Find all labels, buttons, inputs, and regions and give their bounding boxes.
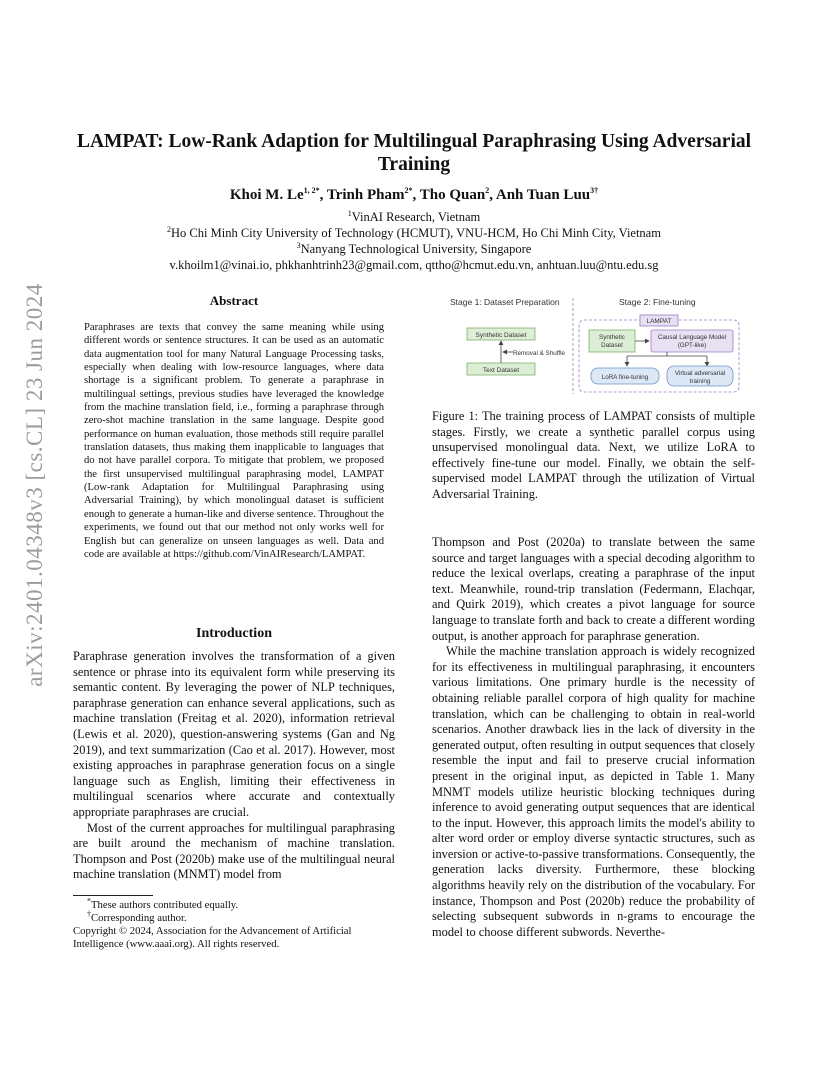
removal-shuffle-label: Removal & Shuffle (513, 350, 566, 357)
paragraph: Most of the current approaches for multilingual paraphrasing are built around the mechanism of machine translation. Thompson and Post (2020b) make use of the multilingual neural machine translation (MNMT) model from (73, 820, 395, 882)
author-list: Khoi M. $Le^{1, 2*}$, Trinh Pham$^{2*}$, Tho Quan$^2$, Anh Tuan Luu$^{3\dagger}$ (229, 186, 599, 203)
arxiv-identifier: arXiv:2401.04348v3 [cs.CL] 23 Jun 2024 (22, 283, 47, 687)
author-name: Anh Tuan Luu (495, 187, 591, 203)
affiliation-line (60, 241, 768, 257)
introduction-heading: Introduction (196, 626, 272, 641)
author-mark: 1, 2* (303, 186, 320, 195)
figure-1-diagram (437, 290, 753, 402)
affiliation-mark: 3 (296, 240, 301, 250)
arxiv-sidebar (10, 283, 60, 687)
footnote-rule (73, 895, 153, 896)
author-name: Trinh Pham (326, 187, 405, 203)
introduction-body (73, 649, 395, 883)
abstract-text: Paraphrases are texts that convey the same meaning while using different words or sentence structures. It can be used as an automatic data augmentation tool for many Natural Language Processing tasks, especially when dealing with low-resource languages, where data shortage is a significant problem. To generate a paraphrase in multilingual settings, previous studies have leveraged the knowledge from the machine translation field, i.e., forming a paraphrase through zero-shot machine translation in the same language. Despite good performance on human evaluation, those methods still require parallel translation datasets, thus making them inapplicable to languages that do not have parallel corpora. To mitigate that problem, we proposed the first unsupervised multilingual paraphrasing model, LAMPAT (Low-rank Adaptation for Multilingual Paraphrasing using Adversarial Training), by which monolingual dataset is sufficient enough to generate a human-like and diverse sentence. Throughout the experiments, we found out that our method not only works well for English but can generalize on unseen languages as well. Data and code are available at https://github.com/VinAIResearch/LAMPAT. (84, 322, 384, 560)
stage1-label: Stage 1: Dataset Preparation (450, 297, 560, 307)
abstract-heading: Abstract (209, 293, 259, 308)
author-name: Khoi M. Le (229, 187, 304, 203)
affiliation-line (60, 209, 768, 225)
author-mark: 3† (590, 186, 599, 195)
right-column-body (432, 535, 755, 940)
figure-1-caption (432, 409, 755, 503)
footnotes (73, 896, 395, 951)
lampat-label: LAMPAT (646, 318, 672, 325)
paragraph: Paraphrase generation involves the transformation of a given sentence or phrase into its equivalent form while preserving its semantic content. By leveraging the power of NLP techniques, paraphrase generation can enhance several applications, such as machine translation (Freitag et al. 2020), information retrieval (Lewis et al. 2020), question-answering systems (Gan and Ng 2019), and text summarization (Cao et al. 2017). However, most existing approaches in paraphrase generation focus on a single language such as English, limiting their effectiveness in multilingual scenarios where accurate and contextually appropriate paraphrases are crucial. (73, 649, 395, 819)
paragraph: Thompson and Post (2020a) to translate between the same source and target languages with a special decoding algorithm to reduce the lexical overlaps, creating a paraphrase of the input text. Meanwhile, round-trip translation (Federmann, Elachqar, and Quirk 2019), which creates a pivot language for source language to translate forth and back to create a different wording output, is another approach for paraphrase generation. (432, 535, 755, 643)
author-mark: 2 (485, 186, 490, 195)
footnote-mark: † (87, 909, 91, 919)
synthetic-input-label: Synthetic (599, 334, 625, 341)
causal-lm-label: (GPT-like) (677, 342, 707, 349)
footnote-text: These authors contributed equally. (91, 899, 239, 911)
text-dataset-label: Text Dataset (482, 367, 520, 374)
vat-label: training (689, 378, 711, 385)
caption-text: Figure 1: The training process of LAMPAT consists of multiple stages. Firstly, we create a synthetic parallel corpus using unsupervised monolingual data. Next, we utilize LoRA to effectively fine-tune our model. Finally, we obtain the self-supervised model LAMPAT through the utilization of Virtual Adversarial Training. (432, 409, 755, 501)
paragraph: While the machine translation approach is widely recognized for its effectiveness in multilingual paraphrasing, it encounters various limitations. One primary hurdle is the necessity of obtaining reliable parallel corpora of high quality for machine translation, which can be challenging to obtain in real-world scenarios. Another drawback lies in the lack of diversity in the generated output, often resulting in output sequences that closely resemble the input and fail to preserve crucial information present in the original input, as depicted in Table 1. Many MNMT models utilize heuristic blocking techniques during inference to avoid generating output sequences that are identical to the input. However, this approach limits the model's ability to alter word order or employ diverse syntactic structures, such as inversion or active-to-passive transformations. Consequently, the generation lacks diversity. Furthermore, these blocking algorithms heavily rely on the distribution of the vocabulary. For instance, Thompson and Post (2020b) reduce the probability of selecting subsequent subwords in n-grams to encourage the model to choose different subwords. Neverthe- (432, 644, 755, 939)
affiliation-mark: 2 (167, 224, 172, 234)
affiliation-mark: 1 (347, 208, 352, 218)
author-name: Tho Quan (419, 187, 486, 203)
author-emails: v.khoilm1@vinai.io, phkhanhtrinh23@gmail.com, qttho@hcmut.edu.vn, anhtuan.luu@ntu.edu.sg (169, 258, 659, 272)
vat-label: Virtual adversarial (674, 370, 726, 377)
author-mark: 2* (404, 186, 413, 195)
affiliation-text: Ho Chi Minh City University of Technology (HCMUT), VNU-HCM, Ho Chi Minh City, Vietnam (171, 226, 661, 240)
affiliation-text: Nanyang Technological University, Singapore (300, 242, 532, 256)
affiliation-line (60, 225, 768, 241)
causal-lm-label: Causal Language Model (657, 334, 727, 341)
affiliation-text: VinAI Research, Vietnam (351, 210, 481, 224)
stage2-label: Stage 2: Fine-tuning (619, 297, 696, 307)
paper-title: LAMPAT: Low-Rank Adaption for Multilingual Paraphrasing Using Adversarial Training (76, 131, 752, 175)
footnote-text: Corresponding author. (91, 912, 187, 924)
synthetic-input-label: Dataset (601, 342, 623, 349)
synthetic-dataset-label: Synthetic Dataset (475, 332, 527, 339)
footnote (73, 909, 395, 925)
footnote (73, 896, 395, 912)
affiliations (60, 209, 768, 273)
copyright-notice: Copyright © 2024, Association for the Advancement of Artificial Intelligence (www.aaai.org). All rights reserved. (73, 925, 352, 950)
lora-label: LoRA fine-tuning (601, 374, 649, 381)
footnote-mark: * (87, 896, 91, 906)
